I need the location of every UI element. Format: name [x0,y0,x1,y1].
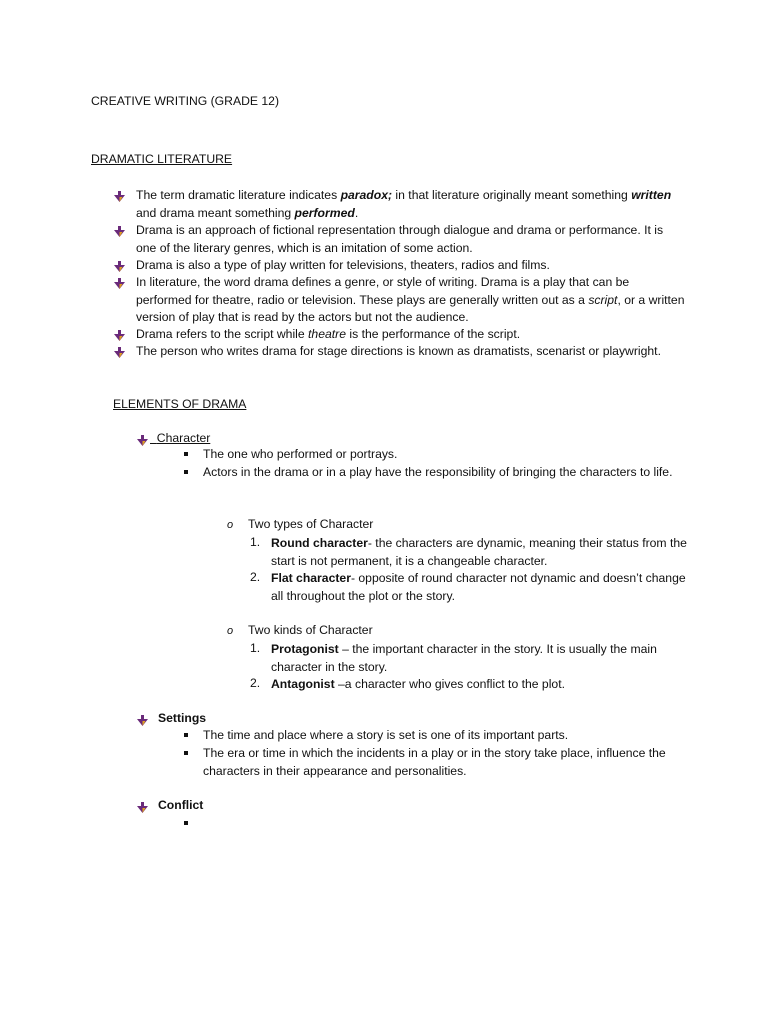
list-number: 2. [250,676,261,690]
element-heading-conflict: Conflict [158,798,204,812]
text-run: The person who writes drama for stage directions is known as dramatists, scenarist or playwright. [136,344,661,358]
list-item-text [136,326,686,344]
character-bullet-text: Actors in the drama or in a play have the responsibility of bringing the characters to life. [203,465,673,479]
text-run: , or a written version of play that is read by the actors but not the audience. [136,292,685,324]
circle-bullet-icon: o [227,519,234,531]
list-item [136,274,686,327]
list-item-text [136,274,686,327]
list-item-text [136,257,686,275]
arrow-bullet-icon [136,435,148,447]
list-number: 1. [250,535,261,549]
list-number: 2. [250,570,261,584]
text-run: . [354,205,359,220]
arrow-bullet-icon [113,330,125,342]
square-bullet-icon [184,751,188,755]
element-heading-settings: Settings [158,711,207,725]
settings-bullet-text: The era or time in which the incidents in a play or in the story take place, influence the characters in their appearance and personalities. [203,746,666,778]
character-bullet-text: The one who performed or portrays. [203,447,398,461]
arrow-bullet-icon [113,347,125,359]
list-item-text [136,343,686,361]
settings-bullet-text: The time and place where a story is set is one of its important parts. [203,728,569,742]
list-item-text [136,187,686,222]
list-item [136,187,686,222]
text-run: written [631,188,672,202]
list-item-text [136,222,686,257]
list-item [136,222,686,257]
arrow-bullet-icon [136,715,148,727]
list-item [136,326,686,344]
document-title: CREATIVE WRITING (GRADE 12) [91,94,280,108]
text-run: and drama meant something [136,205,295,220]
text-run: script [588,292,618,307]
list-number: 1. [250,641,261,655]
text-run: paradox; [340,188,393,202]
text-run: is the performance of the script. [346,327,521,341]
text-run: theatre [308,327,346,341]
numbered-item-text: Flat character- opposite of round character not dynamic and doesn’t change all throughout the plot or the story. [271,571,686,603]
numbered-item-text: Protagonist – the important character in the story. It is usually the main character in the story. [271,642,657,674]
text-run: Drama refers to the script while [136,327,309,341]
arrow-bullet-icon [113,278,125,290]
square-bullet-icon [184,452,188,456]
square-bullet-icon [184,470,188,474]
arrow-bullet-icon [113,261,125,273]
text-run: In literature, the word drama defines a genre, or style of writing. Drama is a play that can be performed for theatre, radio or television. These plays are generally written out as a [136,275,630,307]
square-bullet-icon [184,821,188,825]
arrow-bullet-icon [136,802,148,814]
text-run: performed [294,205,355,220]
numbered-item-text: Antagonist –a character who gives conflict to the plot. [271,677,565,691]
text-run: The term dramatic literature indicates [136,188,341,202]
list-item [136,257,686,275]
subheading-two-kinds: Two kinds of Character [248,623,373,637]
square-bullet-icon [184,733,188,737]
text-run: Drama is also a type of play written for televisions, theaters, radios and films. [136,258,550,272]
numbered-item-text: Round character- the characters are dynamic, meaning their status from the start is not permanent, it is a changeable character. [271,536,687,568]
circle-bullet-icon: o [227,625,234,637]
text-run: Drama is an approach of fictional representation through dialogue and drama or performance. It is one of the literary genres, which is an imitation of some action. [136,223,664,255]
text-run: in that literature originally meant something [392,188,632,202]
arrow-bullet-icon [113,226,125,238]
subheading-two-types: Two types of Character [248,517,374,531]
section-heading-dramatic-literature: DRAMATIC LITERATURE [91,152,233,166]
section-heading-elements-of-drama: ELEMENTS OF DRAMA [113,397,247,411]
list-item [136,343,686,361]
arrow-bullet-icon [113,191,125,203]
element-heading-character: Character [156,431,211,445]
